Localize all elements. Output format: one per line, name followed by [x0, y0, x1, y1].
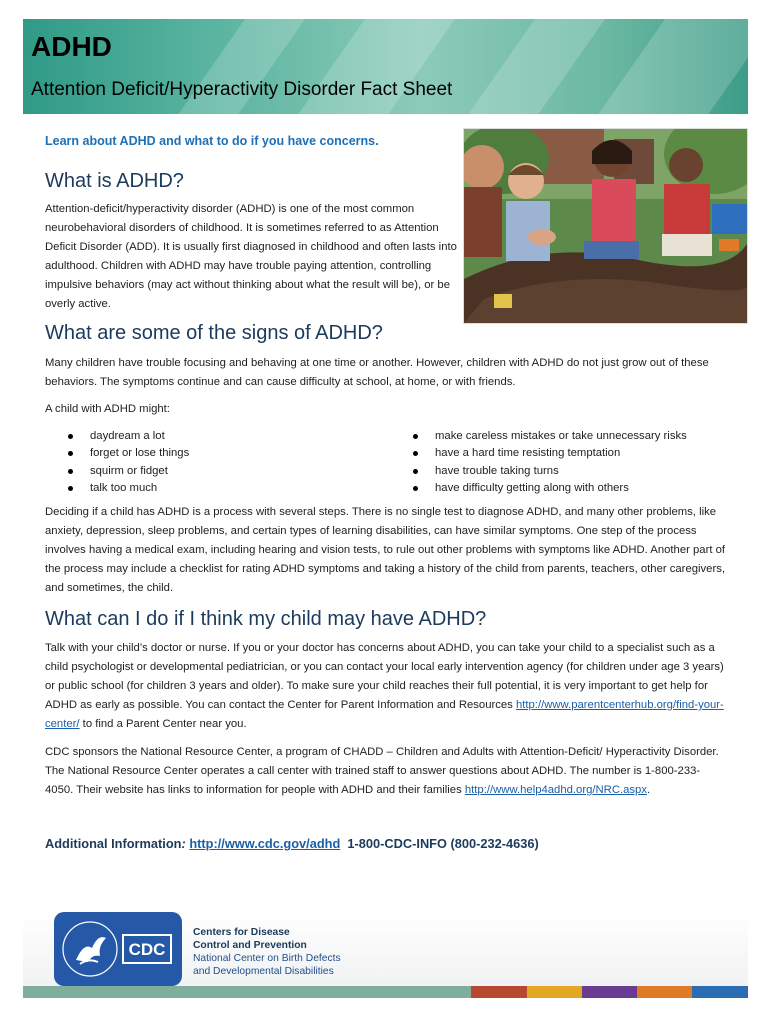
- list-item: squirm or fidget: [68, 463, 189, 480]
- todo-p2-end: .: [646, 784, 651, 796]
- signs-list-left: [68, 428, 189, 497]
- cdc-logo-text: CDC: [128, 940, 166, 959]
- additional-info: [45, 836, 539, 851]
- what-paragraph: Attention-deficit/hyperactivity disorder (ADHD) is one of the most common neurobehavioral disorders of childhood. It is sometimes referred to as Attention Deficit Disorder (ADD). It is usually first diagnosed in childhood and often lasts into adulthood. Children with ADHD may have trouble paying attention, controlling impulsive behaviors (may act without thinking about what the result will be), or be overly active.: [45, 203, 457, 310]
- list-item: have trouble taking turns: [413, 463, 687, 480]
- todo-paragraph-1: [45, 639, 727, 734]
- footer-color-bar: [527, 986, 582, 998]
- page-title: ADHD: [31, 31, 112, 62]
- help4adhd-link[interactable]: http://www.help4adhd.org/NRC.aspx: [464, 784, 647, 796]
- parent-center-link[interactable]: http://www.parentcenterhub.org/find-your-center/: [45, 699, 724, 730]
- cdc-info-phone: 1-800-CDC-INFO (800-232-4636): [347, 836, 539, 851]
- diagnosis-paragraph: Deciding if a child has ADHD is a process with several steps. There is no single test to diagnose ADHD, and many other problems, like anxiety, depression, sleep problems, and certain types of learning disabilities, can have similar symptoms. One step of the process involves having a medical exam, including hearing and vision tests, to rule out other problems with symptoms like ADHD. Another part of the process may include a checklist for rating ADHD symptoms and taking a history of the child from parents, teachers, other caregivers, and sometimes, the child.: [45, 506, 726, 594]
- cdc-logo: [54, 912, 182, 986]
- signs-lead: A child with ADHD might:: [45, 403, 170, 415]
- footer-org-text: [193, 926, 341, 978]
- footer-color-bar: [471, 986, 527, 998]
- footer-color-bar: [692, 986, 748, 998]
- todo-p1-end: to find a Parent Center near you.: [79, 718, 247, 730]
- list-item: have a hard time resisting temptation: [413, 445, 687, 462]
- intro-text: Learn about ADHD and what to do if you have concerns.: [45, 134, 379, 148]
- todo-p1-text: Talk with your child’s doctor or nurse. If you or your doctor has concerns about ADHD, you can take your child to a specialist such as a child psychologist or developmental pediatrician, or you can contact your local early intervention agency (for children under age 3 years) or public school (for children 3 years and older). To make sure your child reaches their full potential, it is very important to get help for ADHD as early as possible. You can contact the Center for Parent Information and Resources: [45, 642, 724, 711]
- org-line-2: Control and Prevention: [193, 940, 307, 951]
- signs-paragraph: Many children have trouble focusing and behaving at one time or another. However, children with ADHD do not just grow out of these behaviors. The symptoms continue and can cause difficulty at school, at home, or with friends.: [45, 357, 709, 388]
- page-subtitle: Attention Deficit/Hyperactivity Disorder Fact Sheet: [31, 79, 453, 100]
- footer-color-bar: [23, 986, 471, 998]
- section-heading-signs: What are some of the signs of ADHD?: [45, 322, 383, 344]
- list-item: talk too much: [68, 480, 189, 497]
- list-item: make careless mistakes or take unnecessary risks: [413, 428, 687, 445]
- section-heading-todo: What can I do if I think my child may have ADHD?: [45, 608, 487, 630]
- hhs-eagle-icon: [54, 912, 182, 986]
- center-line-1: National Center on Birth Defects: [193, 953, 341, 964]
- banner-stripe: [437, 19, 619, 114]
- list-item: daydream a lot: [68, 428, 189, 445]
- list-item: forget or lose things: [68, 445, 189, 462]
- footer-color-bar: [637, 986, 692, 998]
- photo-illustration: [464, 129, 747, 323]
- center-line-2: and Developmental Disabilities: [193, 966, 334, 977]
- org-line-1: Centers for Disease: [193, 927, 290, 938]
- header-banner: [23, 19, 748, 114]
- footer-color-bar: [582, 986, 637, 998]
- additional-info-label: Additional Information: [45, 836, 182, 851]
- section-heading-what: What is ADHD?: [45, 170, 184, 192]
- todo-p2-text: CDC sponsors the National Resource Center, a program of CHADD – Children and Adults with Attention-Deficit/ Hyperactivity Disorder. The National Resource Center operates a call center with trained staff to answer questions about ADHD. The number is 1-800-233-4050. Their website has links to information for people with ADHD and their families: [45, 746, 719, 796]
- children-gardening-photo: [463, 128, 748, 324]
- signs-list-right: [413, 428, 687, 497]
- todo-paragraph-2: [45, 743, 727, 800]
- cdc-adhd-link[interactable]: http://www.cdc.gov/adhd: [189, 836, 341, 851]
- additional-info-colon: :: [181, 836, 186, 851]
- list-item: have difficulty getting along with others: [413, 480, 687, 497]
